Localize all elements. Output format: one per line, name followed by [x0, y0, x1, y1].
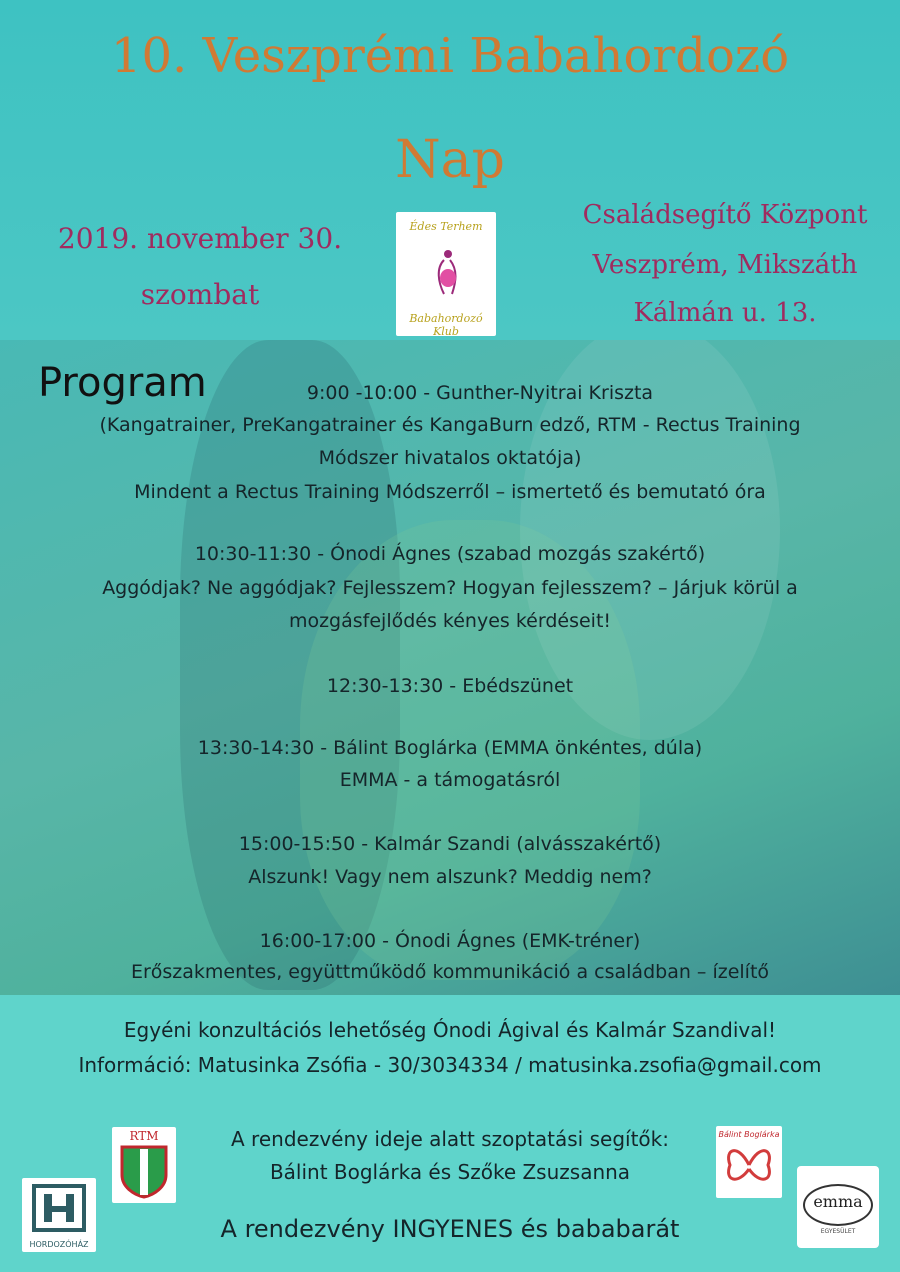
emma-text: emma [813, 1192, 863, 1211]
program-item-1-time: 9:00 -10:00 - Gunther-Nyitrai Kriszta [306, 382, 654, 404]
program-item-2-time: 10:30-11:30 - Ónodi Ágnes (szabad mozgás szakértő) [194, 543, 706, 565]
edes-terhem-logo [396, 212, 496, 336]
program-item-4-line1: EMMA - a támogatásról [339, 769, 561, 791]
program-item-5-time: 15:00-15:50 - Kalmár Szandi (alvásszakértő) [238, 833, 662, 855]
helpers-line2: Bálint Boglárka és Szőke Zsuzsanna [269, 1160, 631, 1184]
program-item-1-line3: Mindent a Rectus Training Módszerről – ismertető és bemutató óra [134, 481, 766, 503]
program-item-4-time: 13:30-14:30 - Bálint Boglárka (EMMA önkéntes, dúla) [197, 737, 703, 759]
rtm-text: RTM [129, 1129, 159, 1143]
venue-line2: Veszprém, Mikszáth [592, 250, 858, 280]
program-background [0, 340, 900, 995]
balint-text: Bálint Boglárka [718, 1130, 780, 1139]
hordozohaz-text: HORDOZÓHÁZ [29, 1240, 89, 1249]
consultation-note: Egyéni konzultációs lehetőség Ónodi Ágival és Kalmár Szandival! [123, 1018, 777, 1042]
butterfly-icon [716, 1139, 782, 1191]
program-heading: Program [38, 360, 207, 406]
venue-line3: Kálmán u. 13. [633, 298, 817, 328]
hordozohaz-logo [22, 1178, 96, 1252]
program-item-6-line1: Erőszakmentes, együttműködő kommunikáció a családban – ízelítő [130, 961, 770, 983]
event-title-nap: Nap [395, 130, 505, 190]
program-item-2-line1: Aggódjak? Ne aggódjak? Fejlesszem? Hogyan fejlesszem? – Járjuk körül a [102, 577, 798, 599]
contact-info: Információ: Matusinka Zsófia - 30/3034334 / matusinka.zsofia@gmail.com [78, 1053, 822, 1077]
event-weekday: szombat [140, 278, 260, 311]
program-item-1-line1: (Kangatrainer, PreKangatrainer és KangaBurn edző, RTM - Rectus Training [99, 414, 801, 436]
helpers-line1: A rendezvény ideje alatt szoptatási segítők: [231, 1127, 669, 1151]
rtm-shield-icon [112, 1143, 176, 1199]
mother-baby-icon [430, 248, 462, 298]
event-date: 2019. november 30. [57, 222, 343, 255]
emma-sub-text: EGYESÜLET [820, 1228, 856, 1235]
event-title: 10. Veszprémi Babahordozó [110, 28, 790, 84]
venue-line1: Családsegítő Központ [582, 200, 868, 230]
free-event-note: A rendezvény INGYENES és bababarát [220, 1215, 680, 1243]
program-item-5-line1: Alszunk! Vagy nem alszunk? Meddig nem? [248, 866, 652, 888]
program-item-6-time: 16:00-17:00 - Ónodi Ágnes (EMK-tréner) [259, 930, 641, 952]
hordozohaz-icon [22, 1178, 96, 1236]
emma-logo [797, 1166, 879, 1248]
rtm-logo [112, 1127, 176, 1203]
program-item-1-line2: Módszer hivatalos oktatója) [318, 447, 582, 469]
balint-boglarka-logo [716, 1126, 782, 1198]
logo-bottom-text: Babahordozó Klub [409, 312, 483, 338]
program-item-3-time: 12:30-13:30 - Ebédszünet [326, 675, 574, 697]
logo-top-text: Édes Terhem [409, 220, 483, 233]
program-item-2-line2: mozgásfejlődés kényes kérdéseit! [288, 610, 612, 632]
